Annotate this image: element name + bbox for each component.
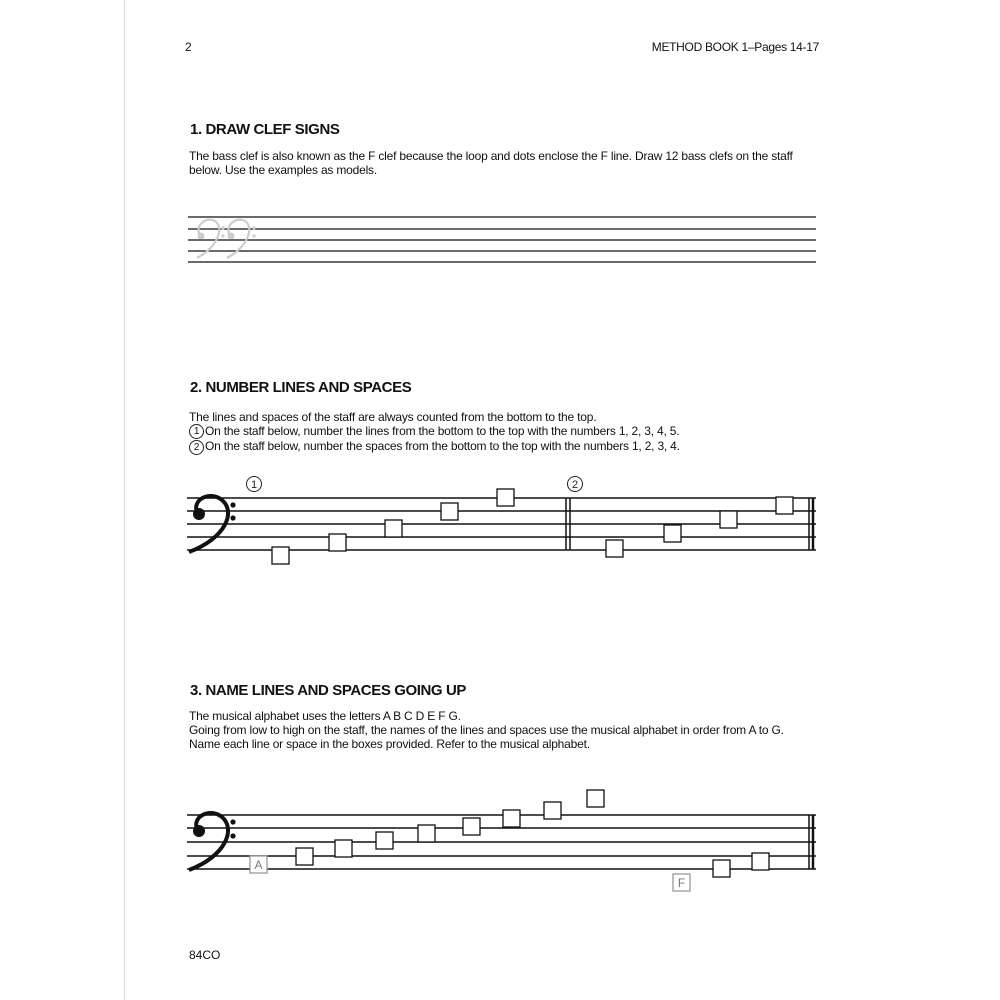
example-letter-f: F	[677, 876, 686, 890]
section3-line1: The musical alphabet uses the letters A B C D E F G.	[189, 709, 461, 723]
section2-line2-text: On the staff below, number the lines from the bottom to the top with the numbers 1, 2, 3, 4, 5.	[205, 424, 680, 438]
note-name-box-3[interactable]	[335, 840, 352, 857]
note-name-box-7[interactable]	[503, 810, 520, 827]
section3-line3: Name each line or space in the boxes provided. Refer to the musical alphabet.	[189, 737, 590, 751]
section2-line3-text: On the staff below, number the spaces from the bottom to the top with the numbers 1, 2, 3, 4.	[205, 439, 680, 454]
staff-label-2-text: 2	[571, 479, 579, 491]
note-name-box-11[interactable]	[713, 860, 730, 877]
example-letter-a: A	[254, 858, 263, 872]
note-name-box-2[interactable]	[296, 848, 313, 865]
circled-number-2: 2	[189, 440, 204, 455]
note-name-box-6[interactable]	[463, 818, 480, 835]
note-name-box-4[interactable]	[376, 832, 393, 849]
circled-number-1: 1	[189, 424, 204, 439]
note-name-box-9[interactable]	[587, 790, 604, 807]
running-title: METHOD BOOK 1–Pages 14-17	[651, 40, 819, 54]
note-name-box-5[interactable]	[418, 825, 435, 842]
note-name-box-12[interactable]	[752, 853, 769, 870]
note-name-box-8[interactable]	[544, 802, 561, 819]
section1-paragraph: The bass clef is also known as the F clef because the loop and dots enclose the F line. Draw 12 bass clefs on the staff below. Use the examples as models.	[189, 149, 793, 177]
footer-code: 84CO	[189, 948, 221, 962]
page-number: 2	[185, 40, 192, 54]
section2-line1: The lines and spaces of the staff are always counted from the bottom to the top.	[189, 410, 597, 424]
section3-title: 3. NAME LINES AND SPACES GOING UP	[190, 682, 467, 699]
section3-line2: Going from low to high on the staff, the names of the lines and spaces use the musical alphabet in order from A to G.	[189, 723, 784, 737]
section1-title: 1. DRAW CLEF SIGNS	[190, 121, 340, 138]
staff-label-1-text: 1	[250, 479, 258, 491]
section2-title: 2. NUMBER LINES AND SPACES	[190, 379, 412, 396]
